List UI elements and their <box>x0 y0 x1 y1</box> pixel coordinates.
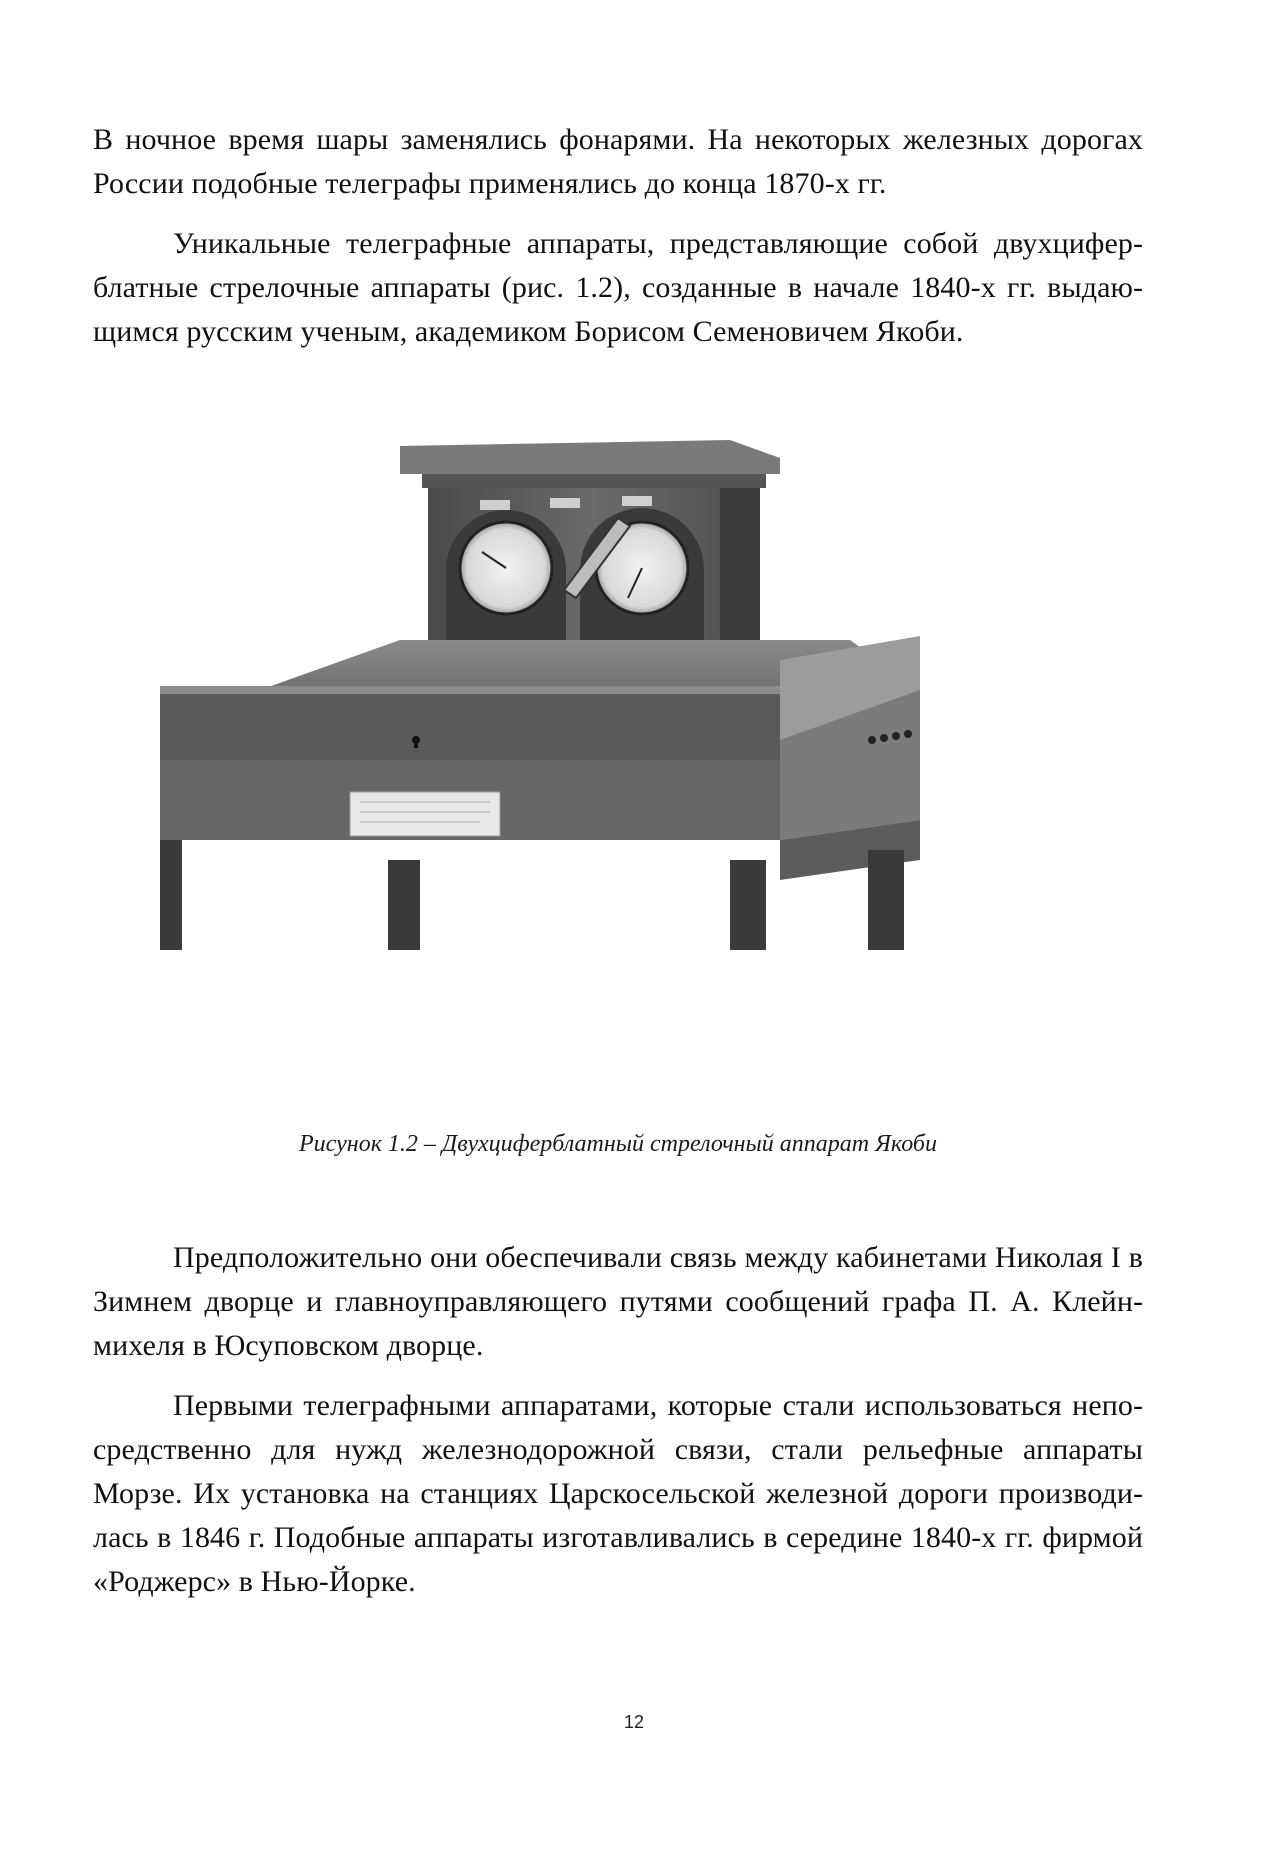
leg <box>388 860 420 950</box>
paragraph-4: Первыми телеграфными аппаратами, которые стали использоваться непосредственно для нужд железнодорожной связи, стали рельефные аппараты Морзе. Их установка на станциях Царскосельской железной дороги производилась в 1846 г. Подобные аппараты изготавливались в середине 1840-х гг. фирмой «Роджерс» в Нью-Йорке. <box>93 1389 1143 1598</box>
desk-front <box>160 690 780 760</box>
figure-caption: Рисунок 1.2 – Двухциферблатный стрелочный аппарат Якоби <box>299 1131 937 1157</box>
leg <box>730 860 766 950</box>
paragraph-1: В ночное время шары заменялись фонарями. На некоторых железных дорогах России подобные телеграфы применялись до конца 1870-х гг. <box>93 123 1143 200</box>
paragraph-3: Предположительно они обеспечивали связь между кабинетами Николая I в Зимнем дворце и главноуправляющего путями сообщений графа П. А. Клейнмихеля в Юсуповском дворце. <box>93 1241 1143 1362</box>
figure-jacobi-apparatus <box>160 440 1060 1120</box>
paragraph-2: Уникальные телеграфные аппараты, представляющие собой двухциферблатные стрелочные аппараты (рис. 1.2), созданные в начале 1840-х гг. выдающимся русским ученым, академиком Борисом Семеновичем Якоби. <box>93 227 1143 348</box>
museum-label <box>350 792 500 836</box>
leg <box>160 840 182 950</box>
page-number: 12 <box>623 1712 645 1732</box>
apparatus-photo <box>160 440 1060 1120</box>
leg <box>868 850 904 950</box>
cabinet-cornice <box>400 440 780 474</box>
